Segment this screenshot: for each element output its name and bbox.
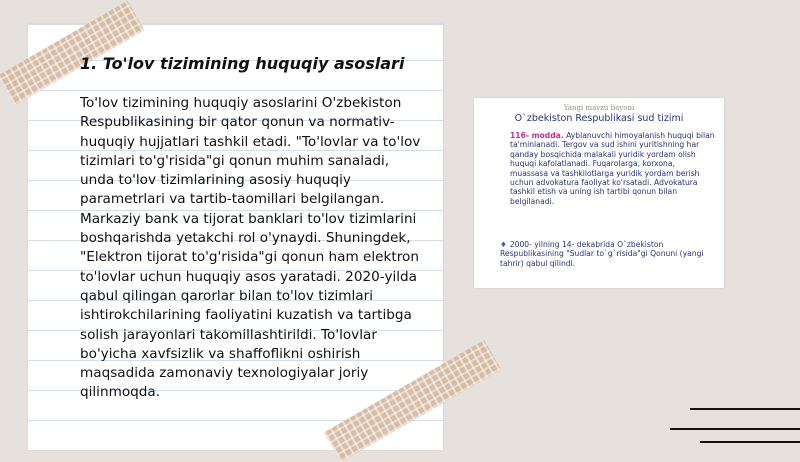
document-image-card xyxy=(474,98,724,288)
article-label: 116- modda. xyxy=(510,131,564,140)
article-body: Ayblanuvchi himoyalanish huquqi bilan ta'minlanadi. Tergov va sud ishini yuritishning har qanday bosqichida malakali yuridik yordam olish huquqi kafolatlanadi. Fuqarolarga, korxona, muassasa va tashkilotlarga yuridik yordam berish uchun advokatura faoliyat ko'rsatadi. Advokatura tashkil etish va uning ish tartibi qonun bilan belgilanadi. xyxy=(510,131,715,206)
note-text: 2000- yilning 14- dekabrida O`zbekiston Respublikasining "Sudlar to`g`risida"gi Qonuni (yangi tahrir) qabul qilindi. xyxy=(500,240,704,268)
slide-body-text: To'lov tizimining huquqiy asoslarini O'zbekiston Respublikasining bir qator qonun va normativ-huquqiy hujjatlari tashkil etadi. "To'lovlar va to'lov tizimlari to'g'risida"gi qonun muhim sanaladi, unda to'lov tizimlarining asosiy huquqiy parametrlari va tartib-taomillari belgilangan. Markaziy bank va tijorat banklari to'lov tizimlarini boshqarishda yetakchi rol o'ynaydi. Shuningdek, "Elektron tijorat to'g'risida"gi qonun ham elektron to'lovlar uchun huquqiy asos yaratadi. 2020-yilda qabul qilingan qarorlar bilan to'lov tizimlari ishtirokchilarining faoliyatini kuzatish va tartibga solish jarayonlari takomillashtirildi. To'lovlar bo'yicha xavfsizlik va shaffoflikni oshirish maqsadida zamonaviy texnologiyalar joriy qilinmoqda. xyxy=(80,95,421,401)
card-top-label: Yangi mavzu bayoni xyxy=(563,104,635,112)
card-article-text xyxy=(510,131,715,206)
card-note xyxy=(500,240,715,268)
diamond-bullet-icon: ♦ xyxy=(500,240,507,249)
card-title: O`zbekiston Respublikasi sud tizimi xyxy=(514,113,684,124)
decor-line-2 xyxy=(670,428,800,430)
slide-heading: 1. To'lov tizimining huquqiy asoslari xyxy=(80,54,405,73)
decor-line-3 xyxy=(700,441,800,443)
decor-line-1 xyxy=(690,408,800,410)
